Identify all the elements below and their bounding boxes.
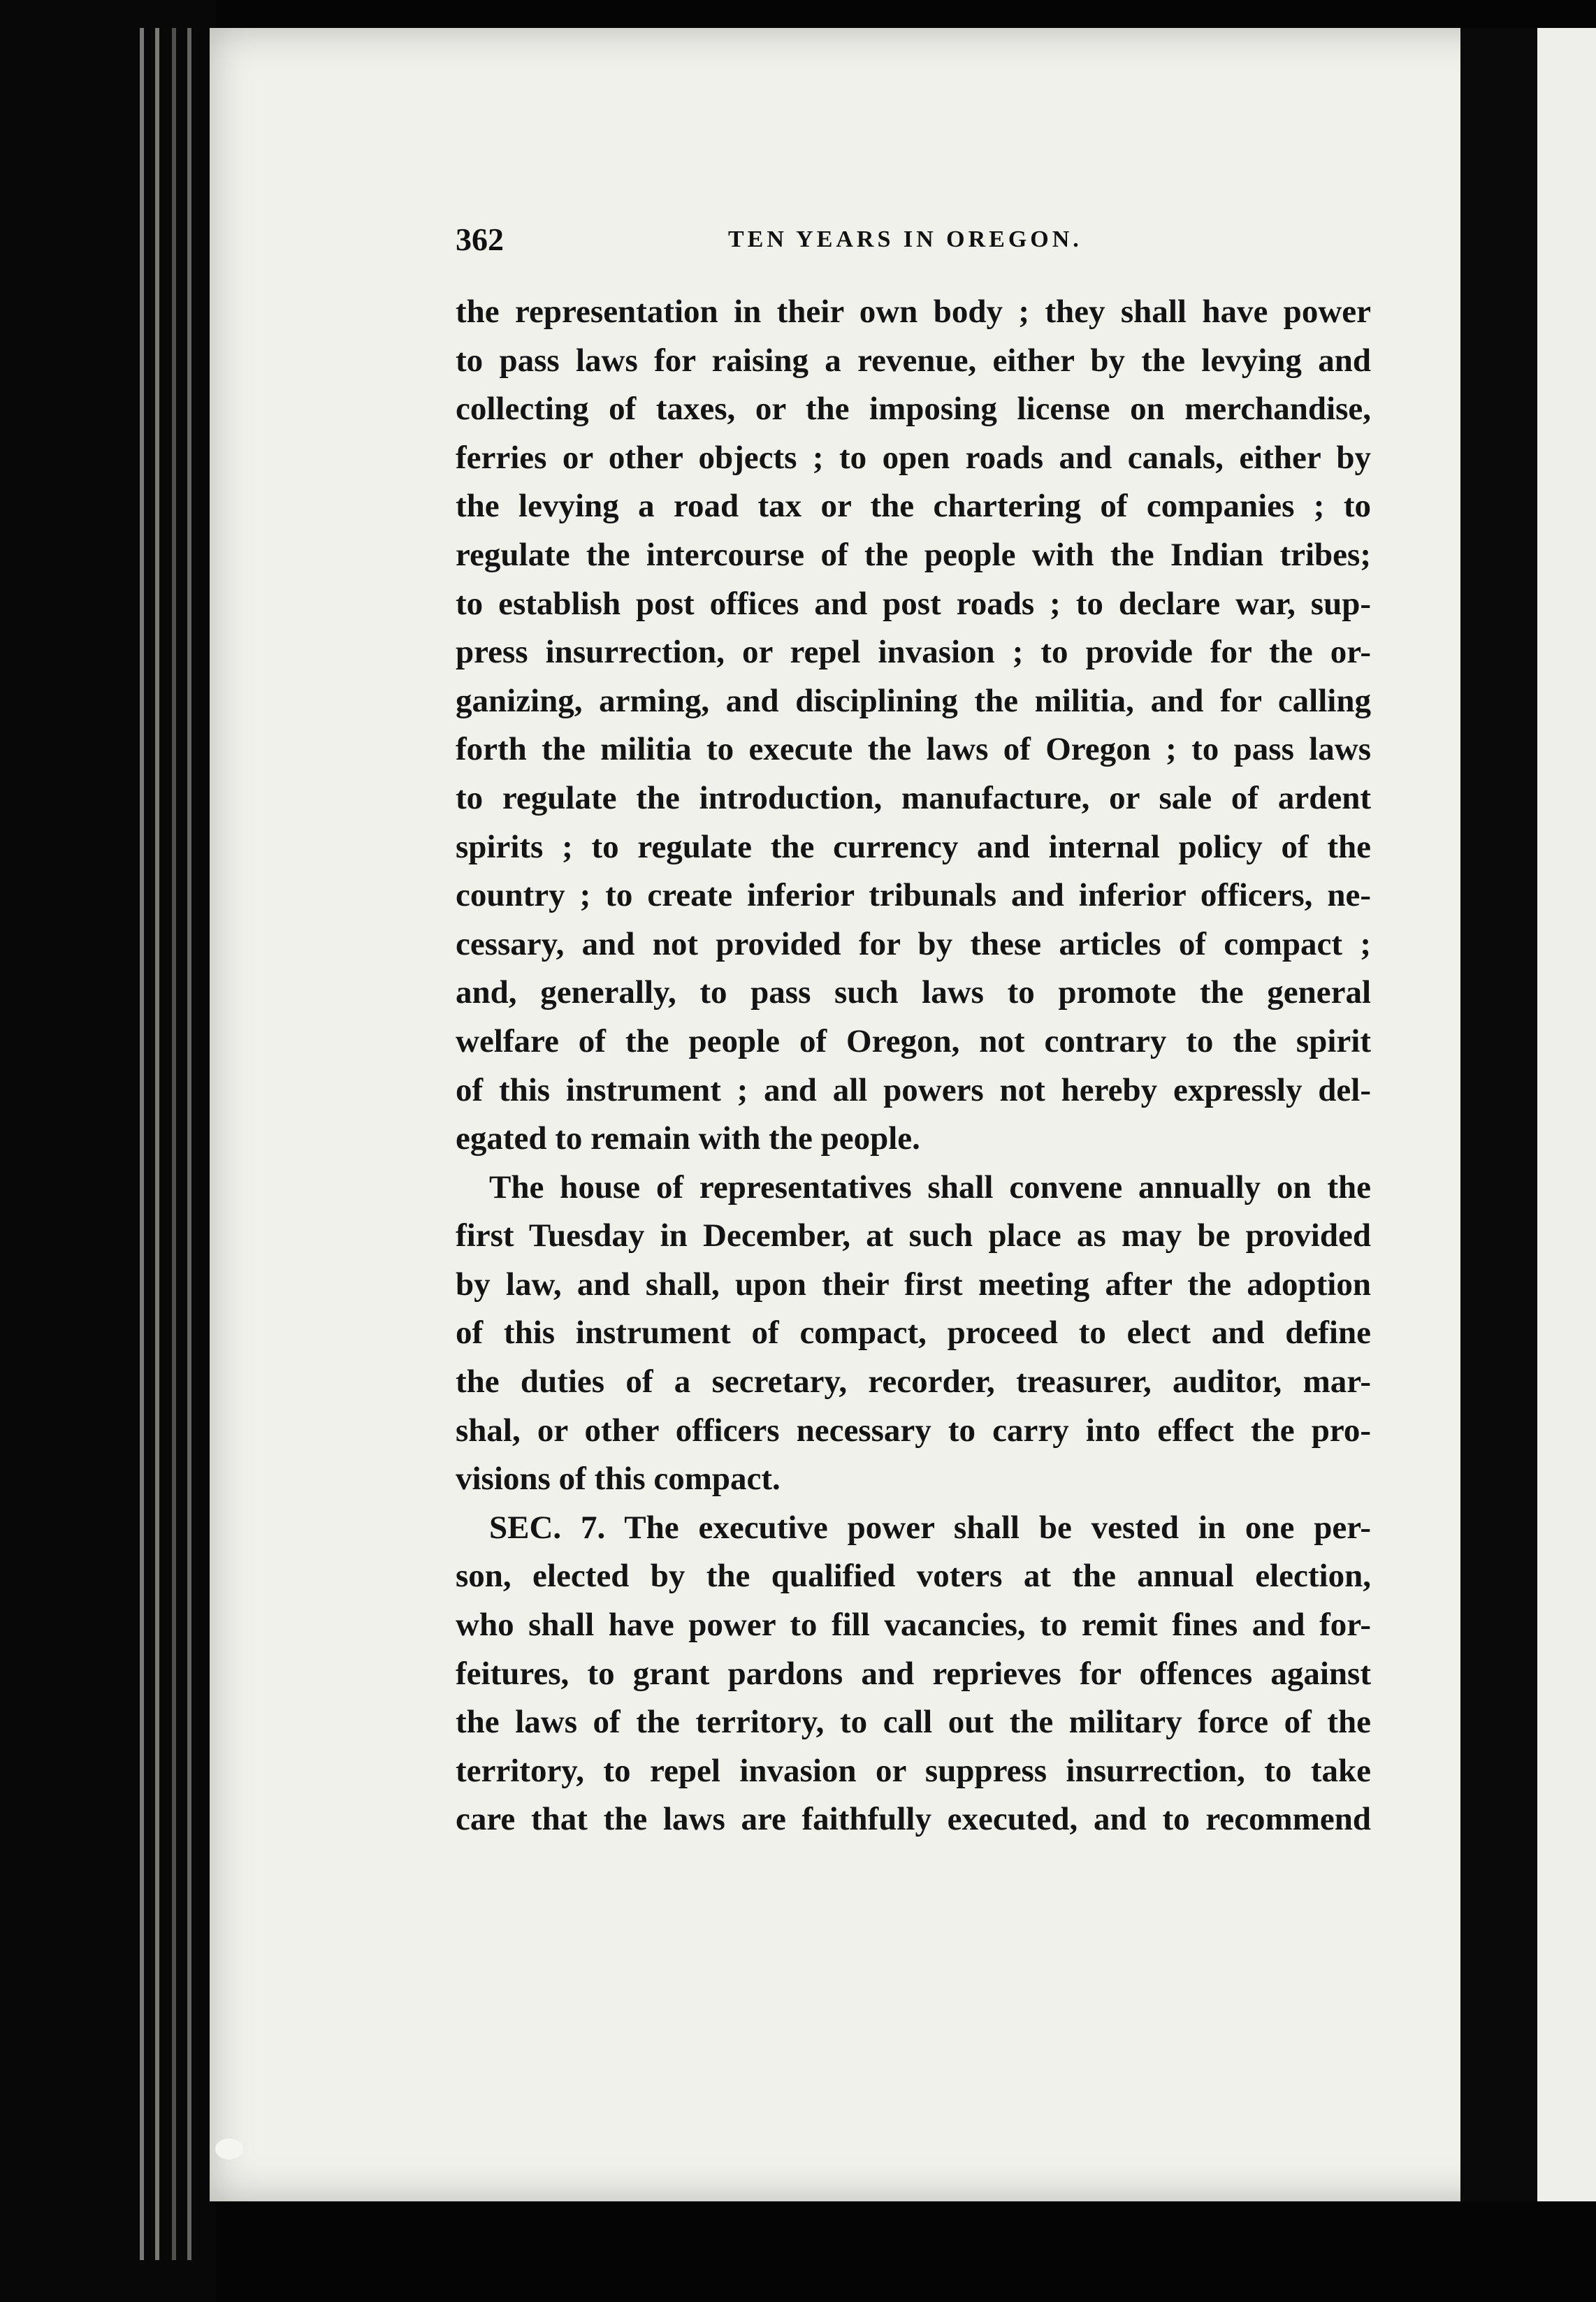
text-line: ganizing, arming, and disciplining the militia, and for calling	[456, 682, 1371, 719]
gutter-shadow	[1460, 28, 1537, 2201]
text-line: territory, to repel invasion or suppress insurrection, to take	[456, 1752, 1371, 1789]
text-line: cessary, and not provided for by these articles of compact ;	[456, 925, 1371, 962]
body-text	[456, 288, 1371, 1844]
text-line: and, generally, to pass such laws to promote the general	[456, 974, 1371, 1011]
page-edge	[140, 28, 144, 2260]
facing-page-edge	[1537, 28, 1596, 2201]
text-line: who shall have power to fill vacancies, to remit fines and for-	[456, 1607, 1371, 1644]
text-line: press insurrection, or repel invasion ; to provide for the or-	[456, 634, 1371, 671]
text-line: The house of representatives shall convene annually on the	[489, 1168, 1371, 1206]
text-line: the laws of the territory, to call out the military force of the	[456, 1704, 1371, 1741]
text-line: to regulate the introduction, manufacture, or sale of ardent	[456, 779, 1371, 816]
text-line: ferries or other objects ; to open roads and canals, either by	[456, 439, 1371, 476]
text-line: to pass laws for raising a revenue, either by the levying and	[456, 342, 1371, 379]
text-line: SEC. 7. The executive power shall be vested in one per-	[489, 1509, 1371, 1546]
paragraph-2	[456, 1164, 1371, 1504]
paragraph-1	[456, 288, 1371, 1164]
text-line: forth the militia to execute the laws of Oregon ; to pass laws	[456, 731, 1371, 768]
running-head: TEN YEARS IN OREGON.	[728, 226, 1082, 252]
text-line: shal, or other officers necessary to carry into effect the pro-	[456, 1412, 1371, 1449]
text-line: the levying a road tax or the chartering of companies ; to	[456, 488, 1371, 525]
text-line: of this instrument of compact, proceed to elect and define	[456, 1315, 1371, 1352]
text-line: by law, and shall, upon their first meeting after the adoption	[456, 1266, 1371, 1303]
page-edge	[172, 28, 176, 2260]
text-line: first Tuesday in December, at such place as may be provided	[456, 1217, 1371, 1254]
text-line: egated to remain with the people.	[456, 1120, 920, 1157]
text-line: the representation in their own body ; they shall have power	[456, 294, 1371, 330]
page-header	[456, 221, 1371, 263]
text-line: collecting of taxes, or the imposing license on merchandise,	[456, 391, 1371, 428]
page-edge	[155, 28, 159, 2260]
paragraph-3	[456, 1504, 1371, 1844]
text-line: country ; to create inferior tribunals and inferior officers, ne-	[456, 877, 1371, 914]
page-number: 362	[456, 222, 504, 257]
paper-spot	[215, 2138, 243, 2159]
text-line: feitures, to grant pardons and reprieves for offences against	[456, 1655, 1371, 1692]
text-line: of this instrument ; and all powers not hereby expressly del-	[456, 1071, 1371, 1108]
text-line: the duties of a secretary, recorder, treasurer, auditor, mar-	[456, 1363, 1371, 1400]
text-line: care that the laws are faithfully executed, and to recommend	[456, 1801, 1371, 1838]
text-line: welfare of the people of Oregon, not contrary to the spirit	[456, 1022, 1371, 1059]
text-line: son, elected by the qualified voters at the annual election,	[456, 1558, 1371, 1595]
book-spine	[0, 0, 217, 2302]
text-line: to establish post offices and post roads ; to declare war, sup-	[456, 585, 1371, 622]
text-line: visions of this compact.	[456, 1461, 781, 1498]
text-line: regulate the intercourse of the people with the Indian tribes;	[456, 536, 1371, 573]
text-line: spirits ; to regulate the currency and internal policy of the	[456, 828, 1371, 865]
page-edge	[187, 28, 191, 2260]
